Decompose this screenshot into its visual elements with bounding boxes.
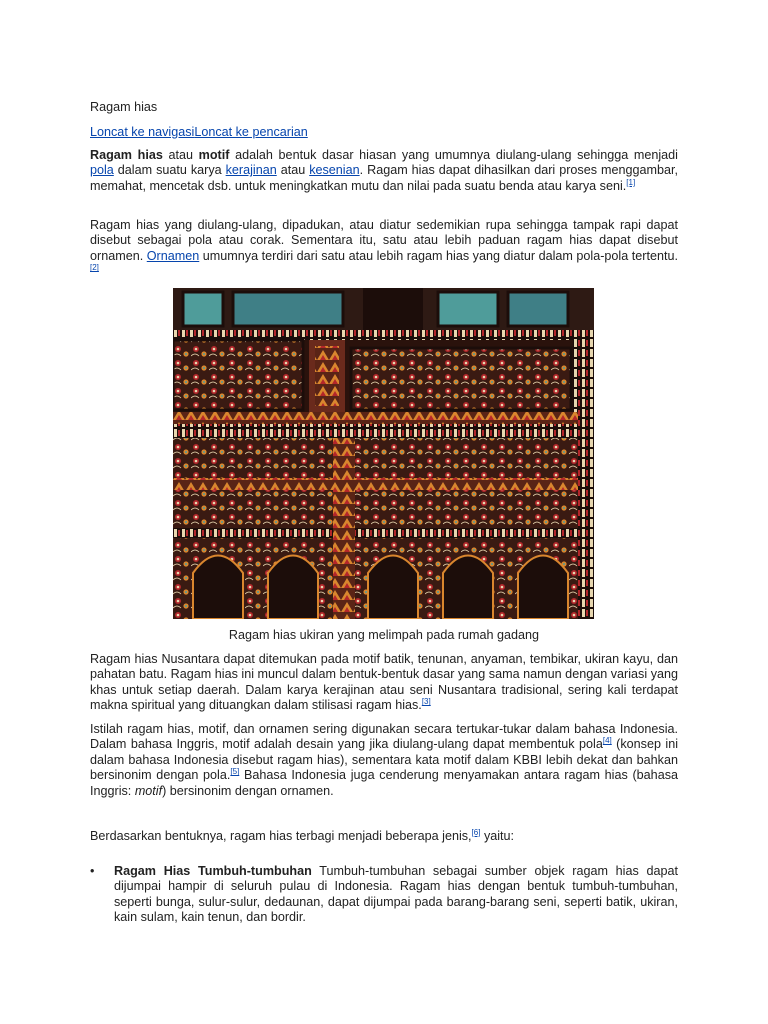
jump-to-navigation-link[interactable]: Loncat ke navigasi bbox=[90, 125, 195, 139]
link-ornamen[interactable]: Ornamen bbox=[146, 248, 200, 263]
jump-to-search-link[interactable]: Loncat ke pencarian bbox=[194, 125, 308, 139]
list-item-heading: Ragam Hias Tumbuh-tumbuhan bbox=[114, 864, 312, 878]
page-title: Ragam hias bbox=[90, 100, 158, 114]
reference-4[interactable]: [4] bbox=[602, 736, 612, 746]
reference-1[interactable]: [1] bbox=[626, 177, 636, 187]
link-kesenian[interactable]: kesenian bbox=[309, 163, 360, 178]
paragraph-pola-ornamen: Ragam hias yang diulang-ulang, dipadukan, atau diatur sedemikian rupa sehingga tampak rapi dapat disebut sebagai pola atau corak. Sementara itu, satu atau lebih paduan ragam hias dapat disebut ornamen. Ornamen umumnya terdiri dari satu atau lebih ragam hias yang diatur dalam pola-pola tertentu.[2] bbox=[90, 218, 678, 273]
paragraph-jenis: Berdasarkan bentuknya, ragam hias terbagi menjadi beberapa jenis,[6] yaitu: bbox=[90, 827, 515, 843]
paragraph-istilah: Istilah ragam hias, motif, dan ornamen sering digunakan secara tertukar-tukar dalam bahasa Indonesia. Dalam bahasa Inggris, motif adalah desain yang jika diulang-ulang dapat membentuk pola[4] (konsep ini dalam bahasa Indonesia disebut ragam hias), sementara kata motif dalam KBBI lebih dekat dan bahkan bersinonim dengan pola.[5] Bahasa Indonesia juga cenderung menyamakan antara ragam hias (bahasa Inggris: motif) bersinonim dengan ornamen. bbox=[90, 722, 679, 798]
link-pola[interactable]: pola bbox=[90, 163, 114, 178]
figure-caption: Ragam hias ukiran yang melimpah pada rumah gadang bbox=[228, 628, 540, 642]
reference-3[interactable]: [3] bbox=[421, 697, 431, 707]
term-ragam-hias: Ragam hias bbox=[90, 148, 163, 162]
paragraph-definition: Ragam hias atau motif adalah bentuk dasar hiasan yang umumnya diulang-ulang sehingga menjadi pola dalam suatu karya kerajinan atau kesenian. Ragam hias dapat dihasilkan dari proses menggambar, memahat, mencetak dsb. untuk meningkatkan mutu dan nilai pada suatu benda atau karya seni.[1] bbox=[90, 148, 678, 193]
rumah-gadang-carving-photo bbox=[173, 288, 594, 619]
link-kerajinan[interactable]: kerajinan bbox=[225, 163, 277, 178]
list-item-text: Tumbuh-tumbuhan sebagai sumber objek ragam hias dapat dijumpai hampir di seluruh pulau di Indonesia. Ragam hias dengan bentuk tumbuh-tumbuhan, seperti bunga, sulur-sulur, dedaunan, dapat dijumpai pada barang-barang seni, seperti batik, ukiran, kain sulam, kain tenun, dan bordir. bbox=[114, 864, 678, 925]
reference-5[interactable]: [5] bbox=[230, 767, 240, 777]
paragraph-nusantara: Ragam hias Nusantara dapat ditemukan pada motif batik, tenunan, anyaman, tembikar, ukiran kayu, dan pahatan batu. Ragam hias ini muncul dalam bentuk-bentuk dasar yang sama namun dengan variasi yang khas untuk setiap daerah. Dalam karya kerajinan atau seni Nusantara tradisional, sering kali terdapat makna spiritual yang dituangkan dalam stilisasi ragam hias.[3] bbox=[90, 652, 678, 713]
bullet-icon: • bbox=[90, 864, 95, 878]
jenis-list bbox=[90, 864, 678, 926]
list-item bbox=[90, 864, 678, 926]
reference-6[interactable]: [6] bbox=[471, 827, 481, 837]
term-motif: motif bbox=[198, 148, 230, 162]
reference-2[interactable]: [2] bbox=[90, 263, 99, 273]
jump-links bbox=[90, 125, 308, 140]
